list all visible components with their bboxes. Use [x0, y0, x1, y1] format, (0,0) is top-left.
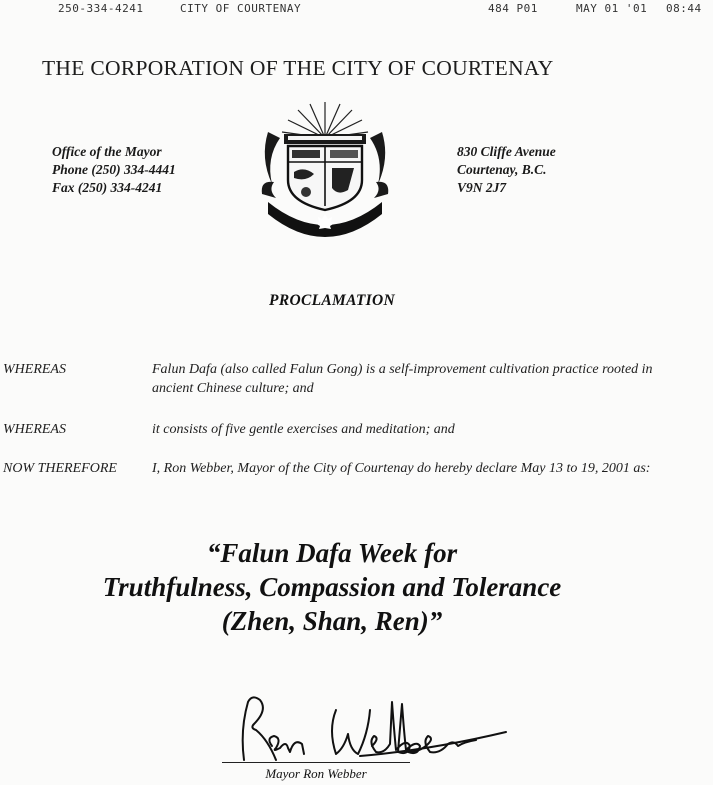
declaration-line: Truthfulness, Compassion and Tolerance: [102, 572, 562, 602]
clause-label: WHEREAS: [3, 422, 66, 437]
declaration-line: “Falun Dafa Week for: [206, 538, 458, 568]
clause-text: it consists of five gentle exercises and meditation; and: [152, 422, 455, 437]
declaration-line: (Zhen, Shan, Ren)”: [221, 606, 443, 636]
fax-date: MAY 01 '01: [576, 2, 648, 15]
fax-sender: CITY OF COURTENAY: [180, 2, 302, 15]
declaration-title: [0, 536, 664, 638]
mayor-signature-image: [210, 690, 510, 765]
fax-header: [0, 2, 713, 18]
office-contact-block: [52, 143, 176, 197]
clause-text: I, Ron Webber, Mayor of the City of Courtenay do hereby declare May 13 to 19, 2001 as:: [152, 461, 651, 476]
fax-page-code: 484 P01: [488, 2, 538, 15]
clause-text: Falun Dafa (also called Falun Gong) is a self-improvement cultivation practice rooted in ancient Chinese culture; and: [152, 362, 653, 396]
fax-phone: 250-334-4241: [58, 2, 144, 15]
fax-time: 08:44: [666, 2, 702, 15]
proclamation-heading: PROCLAMATION: [269, 292, 395, 309]
signer-name: Mayor Ron Webber: [265, 766, 367, 781]
clause-label: WHEREAS: [3, 362, 66, 377]
postal-code-line: V9N 2J7: [457, 180, 507, 195]
street-line: 830 Cliffe Avenue: [457, 144, 556, 159]
city-crest-icon: [258, 98, 392, 244]
office-line: Office of the Mayor: [52, 144, 162, 159]
letterhead-title: THE CORPORATION OF THE CITY OF COURTENAY: [42, 56, 554, 80]
fax-line: Fax (250) 334-4241: [52, 180, 163, 195]
city-line: Courtenay, B.C.: [457, 162, 547, 177]
signature-line: [222, 762, 410, 763]
phone-line: Phone (250) 334-4441: [52, 162, 176, 177]
city-address-block: [457, 143, 556, 197]
clause-label: NOW THEREFORE: [3, 461, 117, 476]
